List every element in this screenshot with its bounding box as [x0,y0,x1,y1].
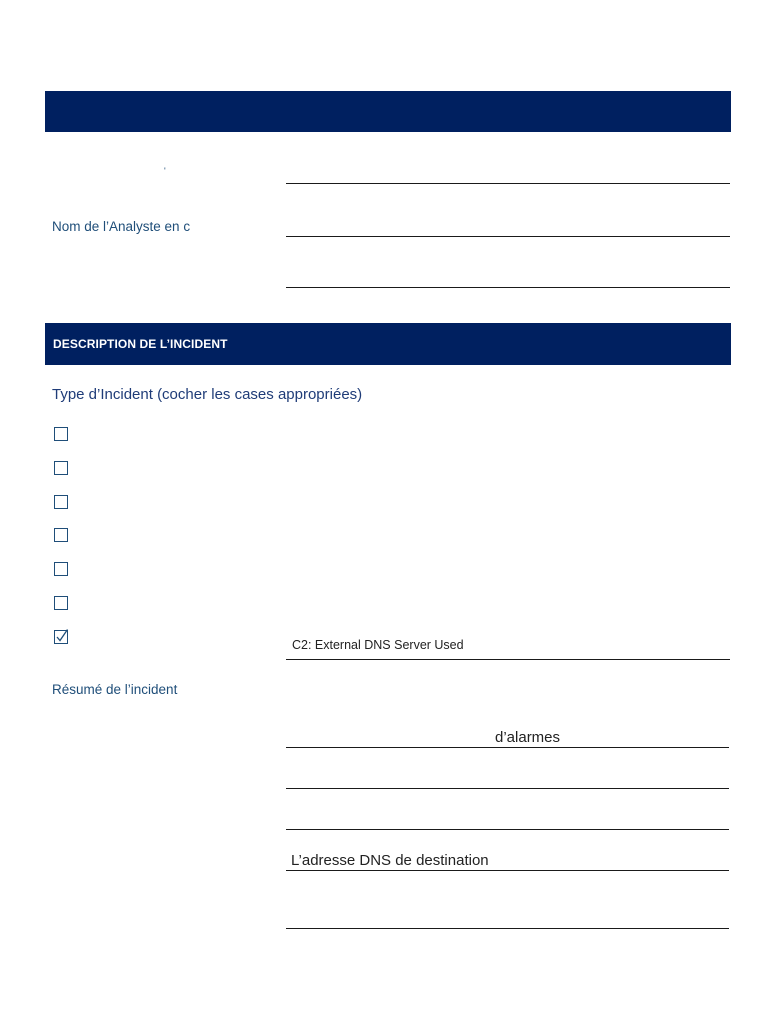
checkbox-box [54,495,68,509]
checkbox-box [54,562,68,576]
checkbox-box [54,596,68,610]
analyst-name-line[interactable] [286,236,730,237]
incident-type-checkbox-3[interactable] [53,493,70,510]
summary-dns-text: L’adresse DNS de destination [291,852,489,869]
summary-alarm-text: d’alarmes [495,729,561,746]
summary-line-3[interactable] [286,829,729,830]
answer-line-3[interactable] [286,287,730,288]
incident-type-checkbox-4[interactable] [53,526,70,543]
incident-type-checkbox-5[interactable] [53,560,70,577]
summary-line-2[interactable] [286,788,729,789]
checkbox-box [54,461,68,475]
answer-line-1[interactable] [286,183,730,184]
summary-line-5[interactable] [286,928,729,929]
summary-line-4[interactable] [286,870,729,871]
checkbox-box [54,427,68,441]
incident-type-checkbox-2[interactable] [53,459,70,476]
header-band [45,91,731,132]
incident-type-checkbox-1[interactable] [53,425,70,442]
summary-line-1[interactable] [286,747,729,748]
section-title: DESCRIPTION DE L’INCIDENT [53,337,228,351]
checked-value-line[interactable] [286,659,730,660]
incident-type-checkbox-6[interactable] [53,594,70,611]
incident-type-prompt: Type d’Incident (cocher les cases appropriées) [52,386,363,403]
checkbox-box [54,528,68,542]
incident-description-band [45,323,731,365]
checked-incident-value: C2: External DNS Server Used [292,638,464,652]
faint-mark: ' [164,166,166,176]
summary-label: Résumé de l’incident [52,682,178,697]
incident-type-checkbox-7-checked[interactable] [53,628,70,645]
analyst-name-label: Nom de l’Analyste en c [52,219,191,234]
checkmark-icon [53,628,70,645]
